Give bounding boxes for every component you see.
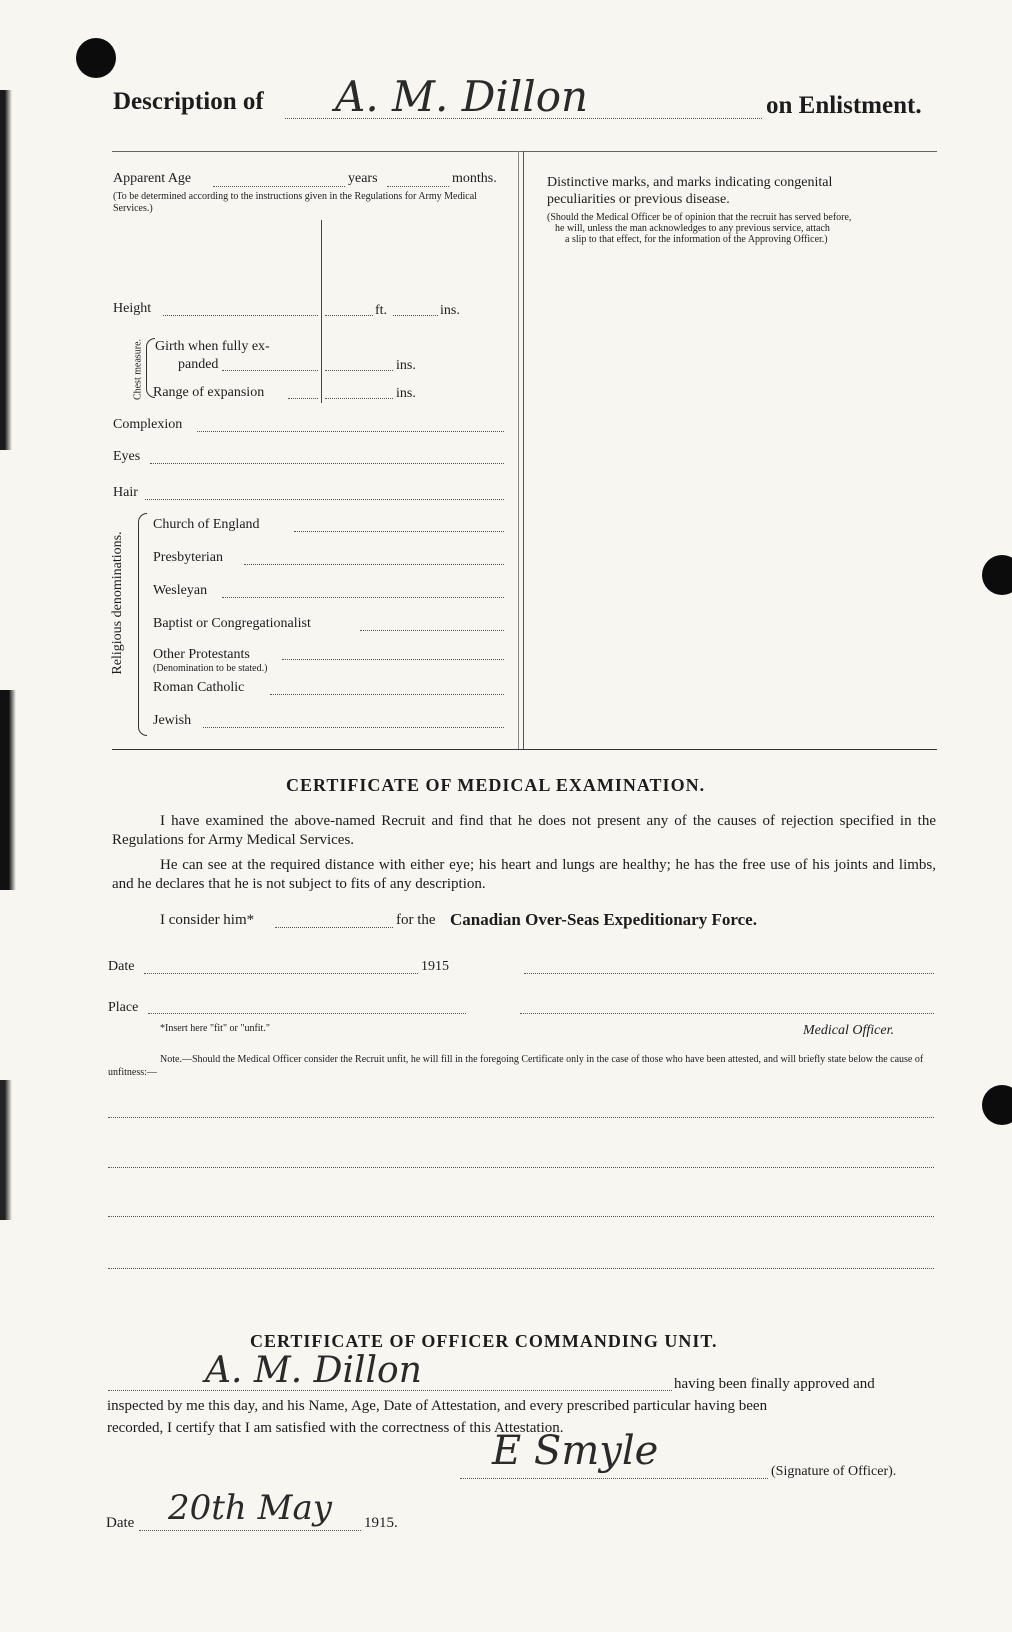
baptist-label: Baptist or Congregationalist [153, 616, 311, 631]
girth-line-2 [325, 370, 393, 371]
height-line-3 [393, 315, 438, 316]
height-line-1 [163, 315, 318, 316]
height-line-2 [325, 315, 373, 316]
wesleyan-line [222, 597, 504, 598]
header-rule [112, 151, 937, 152]
roman-catholic-label: Roman Catholic [153, 680, 245, 695]
force-name: Canadian Over-Seas Expeditionary Force. [450, 910, 757, 929]
commanding-name-handwritten: A. M. Dillon [205, 1350, 422, 1391]
scan-edge-mark [0, 90, 12, 450]
church-of-england-line [294, 531, 504, 532]
column-divider [523, 151, 524, 749]
for-the-label: for the [396, 912, 436, 928]
unfitness-line-3 [108, 1216, 934, 1217]
denomination-note: (Denomination to be stated.) [153, 663, 268, 674]
medical-date-line [144, 973, 418, 974]
apparent-age-months-line [387, 186, 449, 187]
eyes-line [150, 463, 504, 464]
range-label: Range of expansion [153, 385, 265, 400]
insert-note: *Insert here "fit" or "unfit." [160, 1023, 270, 1034]
apparent-age-label: Apparent Age [113, 171, 192, 186]
distinctive-marks-line1: Distinctive marks, and marks indicating congenital [547, 175, 833, 190]
header-name-handwritten: A. M. Dillon [335, 72, 589, 121]
unfit-note-text: Note.—Should the Medical Officer consider the Recruit unfit, he will fill in the foregoing Certificate only in the case of those who have been attested, and will briefly state below the cause of unfitness:— [108, 1054, 924, 1078]
ft-label: ft. [375, 303, 388, 318]
medical-date-label: Date [108, 959, 135, 974]
header-on-enlistment: on Enlistment. [766, 92, 922, 119]
having-been-label: having been finally approved and [674, 1376, 875, 1392]
range-line-2 [325, 398, 393, 399]
medical-certificate-heading: CERTIFICATE OF MEDICAL EXAMINATION. [286, 775, 706, 795]
unfitness-line-1 [108, 1117, 934, 1118]
complexion-line [197, 431, 504, 432]
punch-hole-top [76, 38, 116, 78]
medical-officer-note-3: a slip to that effect, for the information of the Approving Officer.) [565, 234, 828, 245]
commanding-line-2: inspected by me this day, and his Name, Age, Date of Attestation, and every prescribed particular having been [107, 1398, 768, 1414]
medical-paragraph-1 [112, 812, 936, 850]
girth-ins-label: ins. [396, 358, 416, 373]
jewish-line [203, 727, 504, 728]
range-ins-label: ins. [396, 386, 416, 401]
place-line [148, 1013, 466, 1014]
medical-paragraph-2 [112, 856, 936, 894]
consider-label: I consider him* [160, 912, 255, 928]
eyes-label: Eyes [113, 449, 141, 464]
age-note [113, 191, 508, 215]
hair-line [145, 499, 504, 500]
girth-line-1 [222, 370, 318, 371]
religious-denominations-label: Religious denominations. [110, 531, 125, 675]
scan-edge-mark [0, 690, 16, 890]
jewish-label: Jewish [153, 713, 192, 728]
punch-hole-right-upper [982, 555, 1012, 595]
commanding-certificate-heading: CERTIFICATE OF OFFICER COMMANDING UNIT. [250, 1331, 718, 1351]
presbyterian-label: Presbyterian [153, 550, 223, 565]
religion-brace [138, 513, 147, 736]
height-label: Height [113, 301, 152, 316]
medical-signature-line-1 [524, 973, 934, 974]
wesleyan-label: Wesleyan [153, 583, 208, 598]
presbyterian-line [244, 564, 504, 565]
place-label: Place [108, 1000, 139, 1015]
range-line-1 [288, 398, 318, 399]
girth-label-2: panded [178, 357, 219, 372]
other-protestants-label: Other Protestants [153, 647, 250, 662]
hair-label: Hair [113, 485, 138, 500]
header-description-of: Description of [113, 88, 264, 115]
consider-line [275, 927, 393, 928]
left-column-edge [518, 151, 519, 749]
height-ins-label: ins. [440, 303, 460, 318]
roman-catholic-line [270, 694, 504, 695]
commanding-date-label: Date [106, 1515, 135, 1531]
years-label: years [348, 171, 378, 186]
apparent-age-years-line [213, 186, 345, 187]
medical-officer-note-2: he will, unless the man acknowledges to any previous service, attach [555, 223, 830, 234]
officer-signature-line [460, 1478, 768, 1479]
other-protestants-line [282, 659, 504, 660]
scan-edge-mark [0, 1080, 12, 1220]
punch-hole-right-lower [982, 1085, 1012, 1125]
measure-divider [321, 220, 322, 403]
commanding-line-3: recorded, I certify that I am satisfied with the correctness of this Attestation. [107, 1420, 564, 1436]
medical-officer-label: Medical Officer. [803, 1023, 894, 1038]
signature-of-officer-label: (Signature of Officer). [771, 1464, 897, 1479]
chest-measure-label: Chest measure. [132, 338, 144, 401]
months-label: months. [452, 171, 497, 186]
medical-officer-note-1: (Should the Medical Officer be of opinion that the recruit has served before, [547, 212, 852, 223]
commanding-date-line [139, 1530, 361, 1531]
distinctive-marks-line2: peculiarities or previous disease. [547, 192, 730, 207]
unfitness-line-2 [108, 1167, 934, 1168]
medical-signature-line-2 [520, 1013, 934, 1014]
medical-paragraph-2-text: He can see at the required distance with either eye; his heart and lungs are healthy; he has the free use of his joints and limbs, and he declares that he is not subject to fits of any description. [112, 857, 936, 892]
girth-label-1: Girth when fully ex- [155, 339, 270, 354]
officer-signature: E Smyle [492, 1428, 659, 1474]
age-note-text: (To be determined according to the instructions given in the Regulations for Army Medical Services.) [113, 191, 477, 214]
commanding-date-year: 1915. [364, 1515, 398, 1531]
unfitness-line-4 [108, 1268, 934, 1269]
complexion-label: Complexion [113, 417, 183, 432]
medical-date-year: 1915 [421, 959, 449, 974]
section-rule [112, 749, 937, 750]
baptist-line [360, 630, 504, 631]
unfit-note [108, 1053, 934, 1079]
church-of-england-label: Church of England [153, 517, 260, 532]
commanding-date-handwritten: 20th May [168, 1488, 332, 1528]
medical-paragraph-1-text: I have examined the above-named Recruit and find that he does not present any of the causes of rejection specified in the Regulations for Army Medical Services. [112, 813, 936, 848]
